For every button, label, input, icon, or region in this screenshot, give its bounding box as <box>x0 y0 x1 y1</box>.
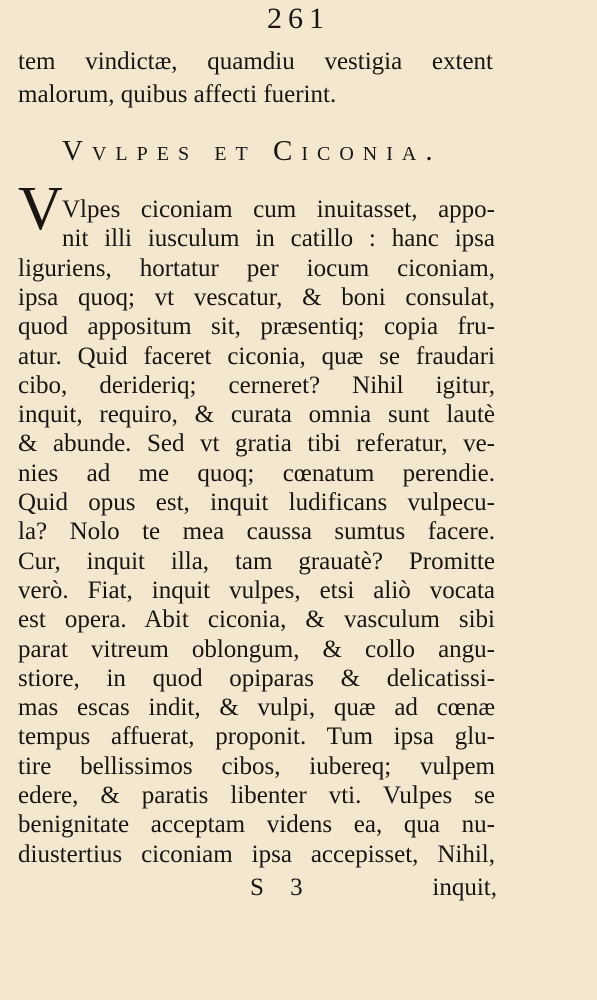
text-line: verò. Fiat, inquit vulpes, etsi aliò vocata <box>18 576 495 604</box>
text-line: parat vitreum oblongum, & collo angu- <box>18 635 495 663</box>
signature-mark: S 3 <box>250 874 313 901</box>
text-line: mas escas indit, & vulpi, quæ ad cœnæ <box>18 694 495 722</box>
text-line: atur. Quid faceret ciconia, quæ se fraudari <box>18 342 495 370</box>
text-line: quod appositum sit, præsentiq; copia fru- <box>18 313 495 341</box>
text-line: Vlpes ciconiam cum inuitasset, appo- <box>62 196 495 223</box>
text-line: nit illi iusculum in catillo : hanc ipsa <box>62 225 495 253</box>
text-line: inquit, requiro, & curata omnia sunt lautè <box>18 401 495 429</box>
fable-title: Vvlpes et Ciconia. <box>62 135 442 167</box>
catchword: inquit, <box>432 874 497 901</box>
carry-over-line: tem vindictæ, quamdiu vestigia extent <box>18 48 493 75</box>
carry-over-line: malorum, quibus affecti fuerint. <box>18 81 337 108</box>
text-line: benignitate acceptam videns ea, qua nu- <box>18 811 495 839</box>
drop-cap: V <box>18 175 63 243</box>
text-line: edere, & paratis libenter vti. Vulpes se <box>18 782 495 809</box>
text-line: & abunde. Sed vt gratia tibi referatur, ve- <box>18 430 495 458</box>
text-line: Quid opus est, inquit ludificans vulpecu- <box>18 489 495 516</box>
text-line: ipsa quoq; vt vescatur, & boni consulat, <box>18 283 495 311</box>
text-line: la? Nolo te mea caussa sumtus facere. <box>18 518 495 546</box>
text-line: Cur, inquit illa, tam grauatè? Promitte <box>18 547 495 575</box>
text-line: tempus affuerat, proponit. Tum ipsa glu- <box>18 723 495 751</box>
text-line: nies ad me quoq; cœnatum perendie. <box>18 459 495 487</box>
page-number: 261 <box>267 2 330 35</box>
text-line: cibo, derideriq; cerneret? Nihil igitur, <box>18 371 495 399</box>
text-line: diustertius ciconiam ipsa accepisset, Nihil, <box>18 840 495 868</box>
text-line: est opera. Abit ciconia, & vasculum sibi <box>18 606 495 634</box>
text-line: stiore, in quod opiparas & delicatissi- <box>18 664 495 692</box>
text-line: tire bellissimos cibos, iubereq; vulpem <box>18 752 495 780</box>
text-line: liguriens, hortatur per iocum ciconiam, <box>18 254 495 282</box>
